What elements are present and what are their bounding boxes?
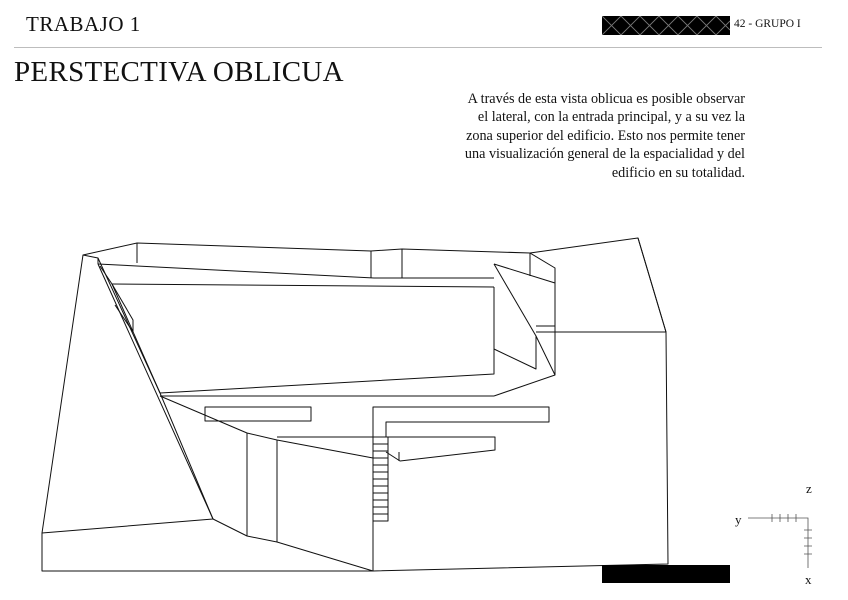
axis-label-z: z [806,481,812,496]
axis-indicator [748,514,812,568]
roof-inner [112,284,494,287]
page-title: PERSTECTIVA OBLICUA [14,56,344,88]
staircase [373,437,388,521]
group-label: 42 - GRUPO I [734,18,801,30]
roof-rim [98,264,494,278]
ledge-right [373,407,549,437]
axis-label-x: x [805,572,812,587]
left-wall [42,255,213,533]
description-text: A través de esta vista oblicua es posible observar el lateral, con la entrada principal, y a su vez la zona superior del edificio. Esto nos permite tener una visualización general de la espacialidad y del edificio en su totalidad. [464,91,745,181]
ledge-left [205,407,311,421]
redacted-bar [602,565,730,583]
floor-slant [160,287,494,393]
building-outline [42,238,668,571]
header-title: TRABAJO 1 [26,12,141,36]
axis-label-y: y [735,512,742,527]
front-facade [160,396,373,458]
